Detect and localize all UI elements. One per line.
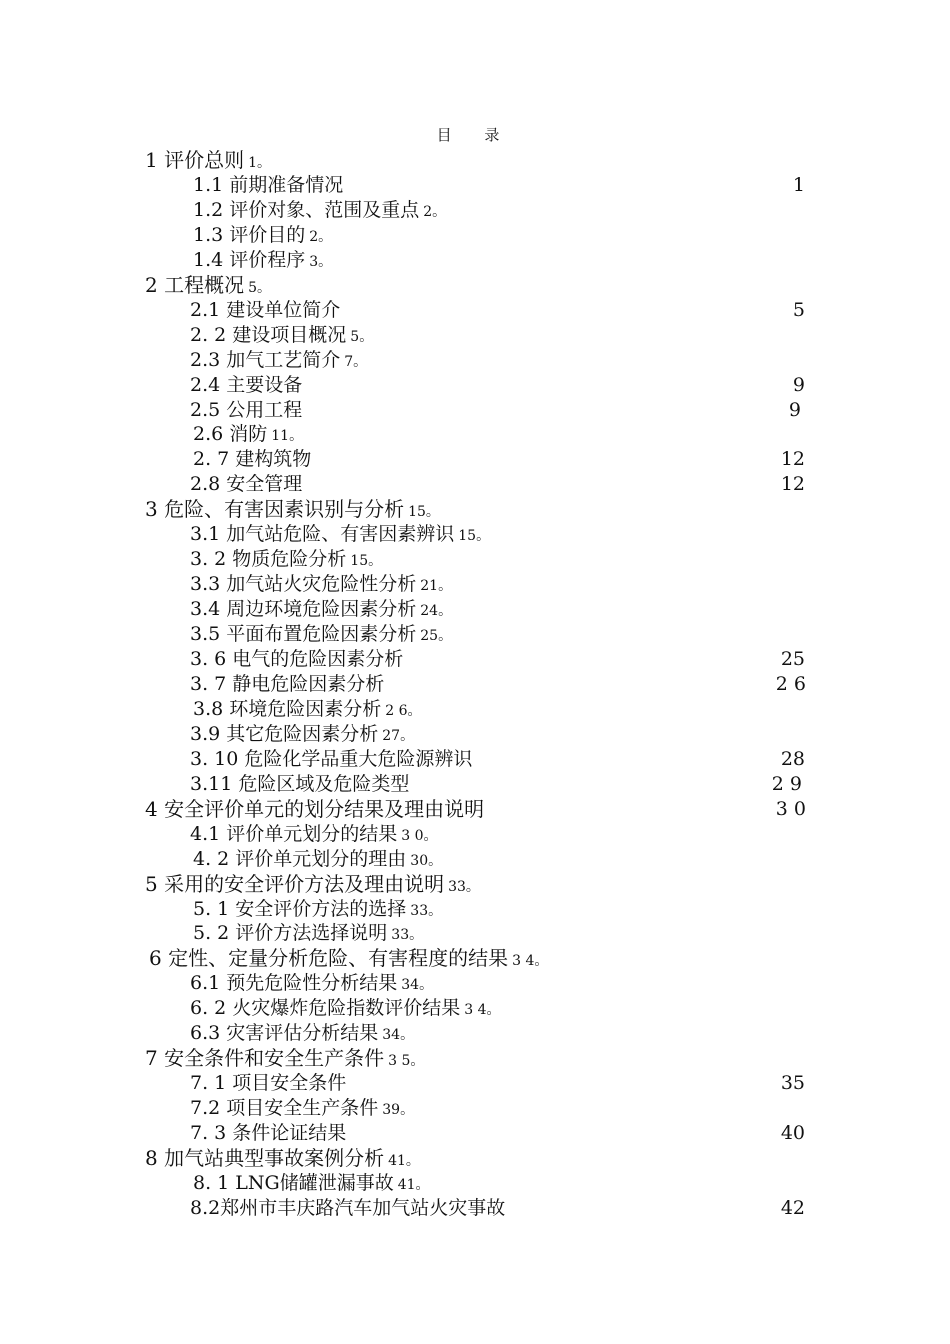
toc-entry-page-inline: 34。	[401, 977, 434, 994]
toc-entry	[0, 946, 950, 971]
toc-entry-page-inline: 33。	[391, 927, 424, 944]
toc-entry-title: 2.1 建设单位简介	[190, 298, 341, 321]
toc-entry-page: 3 0	[775, 797, 806, 820]
toc-entry-title: 6.1 预先危险性分析结果 34。	[190, 972, 434, 995]
toc-entry-page-inline: 15。	[350, 553, 383, 570]
toc-entry	[0, 472, 950, 497]
toc-entry-page-inline: 33。	[410, 902, 443, 919]
toc-entry-title: 1.1 前期准备情况	[193, 173, 344, 196]
toc-entry	[0, 622, 950, 647]
toc-entry	[0, 298, 950, 323]
toc-entry-page: 42	[780, 1196, 805, 1219]
toc-entry-title: 6 定性、定量分析危险、有害程度的结果 3 4。	[149, 946, 549, 971]
toc-entry-title: 3.3 加气站火灾危险性分析 21。	[190, 573, 453, 596]
toc-entry	[0, 1146, 950, 1171]
toc-entry	[0, 1046, 950, 1071]
toc-entry-page: 25	[780, 648, 805, 670]
toc-entry-page-inline: 5。	[248, 279, 272, 296]
toc-entry	[0, 872, 950, 897]
toc-entry-title: 2. 2 建设项目概况 5。	[190, 323, 374, 346]
toc-entry-title: 3.9 其它危险因素分析 27。	[190, 722, 415, 745]
toc-entry-title: 7. 1 项目安全条件	[190, 1072, 347, 1095]
toc-entry-title: 5. 1 安全评价方法的选择 33。	[193, 897, 443, 920]
toc-entry	[0, 348, 950, 373]
toc-entry	[0, 497, 950, 522]
toc-entry	[0, 223, 950, 248]
toc-entry-title: 5. 2 评价方法选择说明 33。	[193, 922, 424, 945]
toc-entry	[0, 1071, 950, 1096]
toc-entry-title: 8.2郑州市丰庆路汽车加气站火灾事故	[190, 1196, 506, 1219]
toc-entry-page-inline: 2。	[309, 228, 333, 245]
toc-entry-page: 2 6	[775, 672, 806, 695]
toc-entry	[0, 547, 950, 572]
toc-entry	[0, 1196, 950, 1221]
toc-entry	[0, 398, 950, 423]
toc-entry-page-inline: 33。	[448, 878, 480, 895]
toc-entry-title: 4. 2 评价单元划分的理由 30。	[193, 847, 443, 870]
toc-entry	[0, 422, 950, 447]
toc-entry-title: 2. 7 建构筑物	[193, 448, 312, 471]
toc-entry	[0, 971, 950, 996]
toc-entry-page-inline: 25。	[420, 628, 453, 645]
toc-entry-title: 2.4 主要设备	[190, 373, 303, 396]
toc-entry-page-inline: 3 4。	[512, 953, 549, 970]
toc-entry-page-inline: 24。	[420, 603, 453, 620]
toc-entry-title: 3. 10 危险化学品重大危险源辨识	[190, 747, 473, 770]
toc-entry-page: 9	[792, 373, 805, 396]
toc-entry	[0, 148, 950, 173]
toc-entry	[0, 273, 950, 298]
toc-entry	[0, 522, 950, 547]
toc-entry-title: 5 采用的安全评价方法及理由说明 33。	[145, 871, 480, 896]
toc-entry-page-inline: 15。	[408, 504, 440, 521]
toc-entry-page-inline: 41。	[397, 1176, 430, 1193]
toc-entry-title: 3.8 环境危险因素分析 2 6。	[193, 697, 422, 720]
toc-entry-title: 6.3 灾害评估分析结果 34。	[190, 1022, 415, 1045]
toc-entry	[0, 447, 950, 472]
toc-entry	[0, 198, 950, 223]
toc-entry-title: 7.2 项目安全生产条件 39。	[190, 1097, 415, 1120]
toc-entry	[0, 248, 950, 273]
toc-entry-title: 2 工程概况 5。	[145, 272, 272, 297]
toc-entry-title: 3.1 加气站危险、有害因素辨识 15。	[190, 523, 491, 546]
toc-entry	[0, 672, 950, 697]
toc-entry-title: 7. 3 条件论证结果	[190, 1122, 347, 1145]
toc-entry-title: 3. 7 静电危险因素分析	[190, 672, 385, 695]
toc-entry-title: 3. 2 物质危险分析 15。	[190, 548, 383, 571]
toc-entry-title: 2.6 消防 11。	[193, 423, 304, 446]
toc-entry-title: 8. 1 LNG储罐泄漏事故 41。	[193, 1171, 430, 1194]
toc-entry	[0, 1171, 950, 1196]
toc-entry	[0, 1096, 950, 1121]
toc-entry-page-inline: 5。	[350, 328, 374, 345]
toc-entry-page: 12	[780, 473, 805, 496]
toc-entry-title: 3.4 周边环境危险因素分析 24。	[190, 598, 453, 621]
toc-entry-page: 12	[780, 448, 805, 471]
toc-entry-page-inline: 15。	[458, 528, 491, 545]
toc-entry	[0, 597, 950, 622]
toc-entry-page-inline: 3 5。	[388, 1053, 425, 1070]
toc-entry-page-inline: 27。	[382, 727, 415, 744]
toc-entry-page: 9	[788, 398, 801, 421]
toc-entry	[0, 1021, 950, 1046]
toc-entry-title: 7 安全条件和安全生产条件 3 5。	[145, 1046, 425, 1071]
toc-entry-title: 1.3 评价目的 2。	[193, 223, 333, 246]
toc-entry-title: 3. 6 电气的危险因素分析	[190, 648, 404, 670]
toc-entry	[0, 921, 950, 946]
toc-entry-title: 4 安全评价单元的划分结果及理由说明	[145, 796, 485, 821]
toc-entry	[0, 697, 950, 722]
toc-entry-title: 2.8 安全管理	[190, 473, 303, 496]
toc-entry	[0, 572, 950, 597]
toc-entry-title: 1.2 评价对象、范围及重点 2。	[193, 198, 447, 221]
toc-entry-title: 8 加气站典型事故案例分析 41。	[145, 1146, 420, 1170]
toc-entry-page-inline: 2。	[423, 203, 447, 220]
toc-entry-page: 1	[792, 173, 805, 196]
toc-entry-title: 2.3 加气工艺简介 7。	[190, 348, 368, 371]
toc-entry-page: 2 9	[771, 772, 802, 795]
toc-entry-page-inline: 11。	[271, 428, 304, 445]
toc-entry-title: 3.11 危险区域及危险类型	[190, 772, 410, 795]
toc-entry-page-inline: 21。	[420, 578, 453, 595]
toc-entry	[0, 722, 950, 747]
toc-entry	[0, 797, 950, 822]
toc-entry	[0, 373, 950, 398]
toc-entry-page-inline: 41。	[388, 1153, 420, 1169]
toc-entry	[0, 897, 950, 922]
toc-entry-title: 4.1 评价单元划分的结果 3 0。	[190, 822, 438, 845]
toc-entry-title: 6. 2 火灾爆炸危险指数评价结果 3 4。	[190, 997, 501, 1020]
toc-entry-page-inline: 34。	[382, 1027, 415, 1044]
toc-entry-page: 5	[792, 298, 805, 321]
toc-entry-page-inline: 3 0。	[401, 827, 438, 844]
toc-entry-page-inline: 2 6。	[385, 702, 422, 719]
toc-entry	[0, 323, 950, 348]
toc-entry-title: 1.4 评价程序 3。	[193, 248, 333, 271]
toc-entry-title: 1 评价总则 1。	[145, 148, 272, 172]
toc-entry-page-inline: 7。	[344, 353, 368, 370]
toc-title: 目 录	[436, 126, 514, 144]
toc-entry-title: 3 危险、有害因素识别与分析 15。	[145, 497, 440, 522]
toc-entry-page-inline: 30。	[410, 852, 443, 869]
toc-entry-page-inline: 3 4。	[464, 1002, 501, 1019]
toc-entry	[0, 1121, 950, 1146]
toc-entry-page-inline: 39。	[382, 1102, 415, 1119]
toc-entry	[0, 996, 950, 1021]
toc-entry	[0, 647, 950, 672]
toc-entry-page-inline: 1。	[248, 155, 272, 171]
toc-entry	[0, 173, 950, 198]
toc-entry-title: 3.5 平面布置危险因素分析 25。	[190, 623, 453, 646]
toc-entry-page: 40	[780, 1122, 805, 1145]
toc-entry-page-inline: 3。	[309, 253, 333, 270]
toc-entry	[0, 822, 950, 847]
toc-entry-page: 35	[780, 1072, 805, 1095]
toc-entry	[0, 747, 950, 772]
toc-entry	[0, 847, 950, 872]
toc-entry-page: 28	[780, 747, 805, 770]
toc-entry	[0, 772, 950, 797]
toc-entry-title: 2.5 公用工程	[190, 398, 303, 421]
